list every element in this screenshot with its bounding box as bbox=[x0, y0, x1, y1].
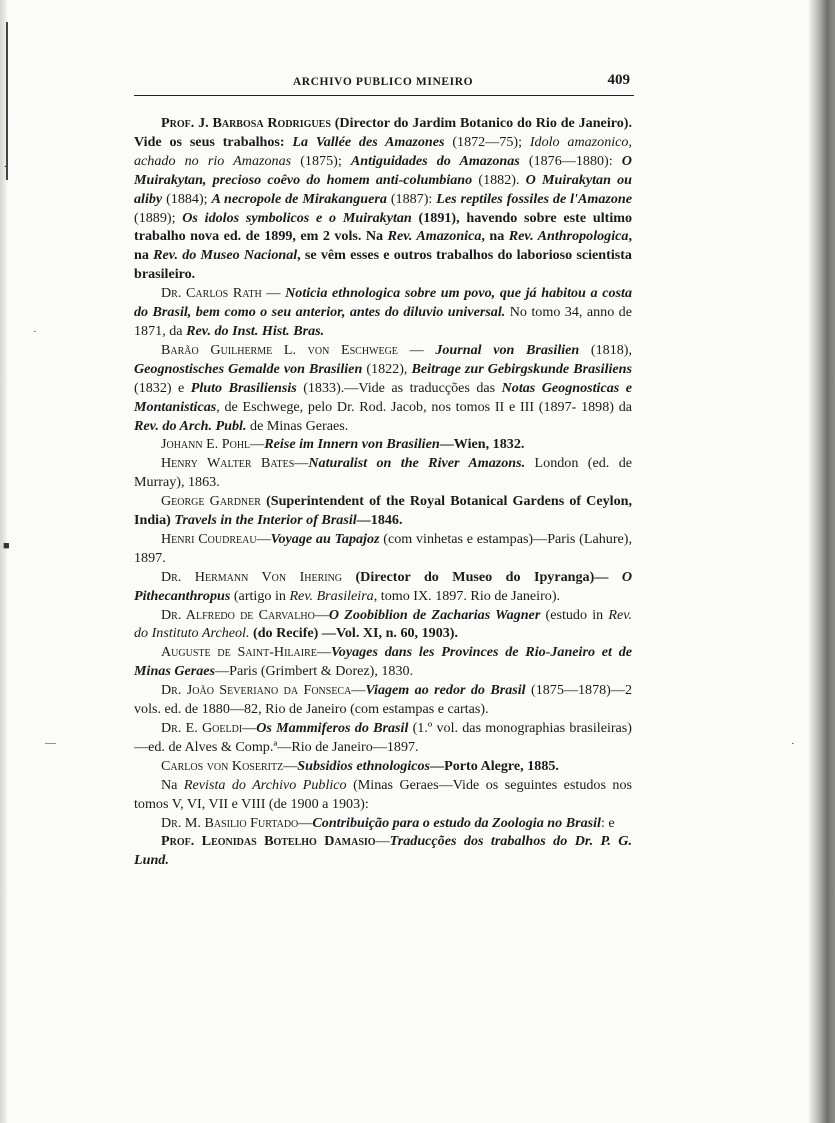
entry-text-segment: Dr. E. Goeldi bbox=[161, 720, 243, 736]
entry-text-segment: Dr. Hermann Von Ihering bbox=[161, 568, 343, 585]
bibliography-entry bbox=[134, 757, 632, 776]
entry-text-segment: (1.º vol. das monographias brasileiras)—ed. de Alves & Comp.ª—Rio de Janeiro—1897. bbox=[134, 720, 632, 755]
entry-text-segment: Na bbox=[161, 776, 184, 793]
bibliography-entry bbox=[134, 568, 632, 606]
entry-text-segment: —1846. bbox=[356, 512, 403, 529]
entry-text-segment: Revista do Archivo Publico bbox=[183, 776, 347, 793]
entry-text-segment: Voyage au Tapajoz bbox=[270, 530, 380, 547]
margin-mark: · bbox=[791, 738, 795, 750]
entry-text-segment: Antiguidades do Amazonas bbox=[350, 152, 520, 169]
bibliography-body bbox=[134, 114, 632, 870]
bibliography-entry bbox=[134, 719, 632, 757]
entry-text-segment: —Porto Alegre, 1885. bbox=[430, 757, 559, 774]
entry-text-segment: — bbox=[316, 644, 331, 661]
entry-text-segment: (1889); bbox=[134, 209, 183, 226]
running-header bbox=[134, 72, 632, 94]
entry-text-segment: Naturalist on the River Amazons. bbox=[308, 455, 526, 472]
page-right-edge-shadow bbox=[809, 0, 835, 1123]
entry-text-segment: (Director do Museo do Ipyranga)— bbox=[342, 568, 622, 585]
entry-text-segment: Rev. Anthropologica bbox=[508, 228, 629, 245]
entry-text-segment: Os idolos symbolicos e o Muirakytan bbox=[182, 209, 412, 226]
entry-text-segment: Les reptiles fossiles de l'Amazone bbox=[436, 190, 632, 207]
entry-text-segment: —Paris (Grimbert & Dorez), 1830. bbox=[215, 663, 414, 680]
entry-text-segment: Dr. M. Basilio Furtado bbox=[161, 814, 299, 831]
bibliography-entry bbox=[134, 284, 632, 341]
bibliography-entry bbox=[134, 776, 632, 814]
header-title: ARCHIVO PUBLICO MINEIRO bbox=[292, 76, 474, 88]
entry-text-segment: O Zoobiblion de Zacharias Wagner bbox=[328, 606, 541, 623]
margin-mark: . bbox=[4, 158, 7, 170]
entry-text-segment: — bbox=[256, 530, 271, 547]
bibliography-entry bbox=[134, 492, 632, 530]
entry-text-segment: — bbox=[283, 757, 298, 774]
bibliography-entry bbox=[134, 643, 632, 681]
entry-text-segment: Voyages dans les Provinces de Rio-Janeiro et de Minas Geraes bbox=[134, 644, 633, 680]
entry-text-segment: , se vêm esses e outros trabalhos do laborioso scientista brasileiro. bbox=[134, 247, 632, 283]
entry-text-segment: Geognostisches Gemalde von Brasilien bbox=[134, 360, 363, 377]
entry-text-segment: (do Recife) —Vol. XI, n. 60, 1903). bbox=[249, 625, 459, 642]
entry-text-segment: Dr. João Severiano da Fonseca bbox=[161, 682, 352, 699]
entry-text-segment: Henri Coudreau bbox=[161, 530, 257, 547]
entry-text-segment: , de Eschwege, pelo Dr. Rod. Jacob, nos tomos II e III (1897- 1898) da bbox=[216, 398, 632, 415]
entry-text-segment: Pluto Brasiliensis bbox=[190, 379, 297, 396]
bibliography-entry bbox=[134, 341, 632, 436]
bibliography-entry bbox=[134, 454, 632, 492]
bibliography-entry bbox=[134, 814, 632, 833]
entry-text-segment: La Vallée des Amazones bbox=[292, 133, 445, 150]
entry-text-segment: No tomo 34, anno de 1871, da bbox=[134, 304, 632, 339]
entry-text-segment: — bbox=[314, 606, 329, 623]
entry-text-segment: Rev. Amazonica bbox=[387, 228, 482, 245]
entry-text-segment: — bbox=[250, 436, 265, 453]
entry-text-segment: (com vinhetas e estampas)—Paris (Lahure), 1897. bbox=[134, 530, 632, 566]
entry-text-segment: : e bbox=[600, 814, 615, 831]
entry-text-segment: (artigo in bbox=[230, 587, 290, 604]
entry-text-segment: Notas Geognosticas e Montanisticas bbox=[134, 379, 632, 415]
entry-text-segment: London (ed. de Murray), 1863. bbox=[134, 455, 632, 491]
entry-text-segment: (1876—1880): bbox=[519, 152, 622, 169]
entry-text-segment: Prof. Leonidas Botelho Damasio bbox=[161, 833, 376, 850]
entry-text-segment: (1891), havendo sobre este ultimo trabalho nova ed. de 1899, em 2 vols. Na bbox=[134, 209, 633, 245]
entry-text-segment: — bbox=[298, 814, 313, 831]
entry-text-segment: Rev. do Inst. Hist. Bras. bbox=[186, 322, 325, 339]
entry-text-segment: Barão Guilherme L. von Eschwege bbox=[161, 341, 398, 358]
entry-text-segment: George Gardner bbox=[161, 493, 261, 510]
entry-text-segment: Rev. do Instituto Archeol. bbox=[134, 606, 633, 642]
entry-text-segment: (1818), bbox=[579, 341, 632, 358]
entry-text-segment: (1875—1878)—2 vols. ed. de 1880—82, Rio de Janeiro (com estampas e cartas). bbox=[134, 682, 632, 718]
bibliography-entry bbox=[134, 832, 632, 870]
entry-text-segment: Traducções dos trabalhos do Dr. P. G. Lund. bbox=[134, 833, 632, 869]
entry-text-segment: O Pithecanthropus bbox=[134, 568, 632, 604]
entry-text-segment: — bbox=[294, 455, 309, 472]
entry-text-segment: Viagem ao redor do Brasil bbox=[365, 682, 526, 699]
entry-text-segment: Dr. Alfredo de Carvalho bbox=[161, 606, 315, 623]
entry-text-segment: (1875); bbox=[291, 152, 351, 169]
margin-mark: ■ bbox=[3, 540, 10, 552]
entry-text-segment: Dr. Carlos Rath bbox=[161, 285, 262, 302]
bibliography-entry bbox=[134, 530, 632, 568]
entry-text-segment: (1887): bbox=[386, 190, 437, 207]
entry-text-segment: , na bbox=[481, 228, 509, 245]
entry-text-segment: (1872—75); bbox=[444, 133, 530, 150]
entry-text-segment: (1822), bbox=[362, 360, 412, 377]
bibliography-entry bbox=[134, 435, 632, 454]
entry-text-segment: Reise im Innern von Brasilien bbox=[264, 436, 440, 453]
entry-text-segment: (estudo in bbox=[540, 606, 609, 623]
entry-text-segment: Rev. do Museo Nacional bbox=[153, 247, 298, 264]
entry-text-segment: Henry Walter Bates bbox=[161, 455, 295, 472]
bibliography-entry bbox=[134, 606, 632, 644]
entry-text-segment: Johann E. Pohl bbox=[161, 436, 251, 453]
binding-line bbox=[6, 22, 8, 180]
entry-text-segment: Beitrage zur Gebirgskunde Brasiliens bbox=[411, 360, 632, 377]
entry-text-segment: A necropole de Mirakanguera bbox=[211, 190, 387, 207]
entry-text-segment: Carlos von Koseritz bbox=[161, 757, 284, 774]
entry-text-segment: Rev. do Arch. Publ. bbox=[134, 417, 247, 434]
header-rule bbox=[134, 95, 634, 96]
entry-text-segment: —Wien, 1832. bbox=[439, 436, 525, 453]
entry-text-segment: — bbox=[261, 285, 286, 302]
entry-text-segment: (1884); bbox=[162, 190, 212, 207]
entry-text-segment: (Director do Jardim Botanico do Rio de Janeiro). Vide os seus trabalhos: bbox=[134, 115, 632, 150]
entry-text-segment: Journal von Brasilien bbox=[435, 341, 580, 358]
entry-text-segment: Contribuição para o estudo da Zoologia no Brasil bbox=[312, 814, 601, 831]
entry-text-segment: (1833).—Vide as traducções das bbox=[296, 379, 502, 396]
entry-text-segment: — bbox=[397, 341, 436, 358]
entry-text-segment: — bbox=[242, 720, 257, 736]
entry-text-segment: , tomo IX. 1897. Rio de Janeiro). bbox=[373, 587, 561, 604]
entry-text-segment: Travels in the Interior of Brasil bbox=[174, 512, 357, 529]
entry-text-segment: de Minas Geraes. bbox=[246, 417, 349, 434]
entry-text-segment: — bbox=[375, 833, 390, 850]
entry-text-segment: Idolo amazonico, achado no rio Amazonas bbox=[134, 133, 632, 169]
page-number: 409 bbox=[607, 72, 630, 88]
entry-text-segment: — bbox=[351, 682, 366, 699]
margin-mark: — bbox=[45, 737, 56, 749]
entry-text-segment: Subsidios ethnologicos bbox=[297, 757, 431, 774]
entry-text-segment: Noticia ethnologica sobre um povo, que já habitou a costa do Brasil, bem como o seu anterior, antes do diluvio universal. bbox=[134, 285, 632, 321]
entry-text-segment: Os Mammiferos do Brasil bbox=[256, 720, 409, 736]
entry-text-segment: (Superintendent of the Royal Botanical Gardens of Ceylon, India) bbox=[134, 493, 632, 529]
entry-text-segment: Prof. J. Barbosa Rodrigues bbox=[161, 115, 331, 131]
entry-text-segment: , na bbox=[134, 228, 632, 264]
entry-text-segment: O Muirakytan ou aliby bbox=[134, 171, 632, 207]
entry-text-segment: (Minas Geraes—Vide os seguintes estudos nos tomos V, VI, VII e VIII (de 1900 a 1903): bbox=[134, 776, 632, 812]
entry-text-segment: Rev. Brasileira bbox=[289, 587, 374, 604]
entry-text-segment: O Muirakytan, precioso coêvo do homem anti-columbiano bbox=[134, 152, 632, 188]
bibliography-entry bbox=[134, 114, 632, 284]
bibliography-entry bbox=[134, 681, 632, 719]
entry-text-segment: (1882). bbox=[472, 171, 526, 188]
entry-text-segment: (1832) e bbox=[134, 379, 191, 396]
margin-mark: · bbox=[33, 326, 37, 338]
entry-text-segment: Auguste de Saint-Hilaire bbox=[161, 644, 317, 661]
